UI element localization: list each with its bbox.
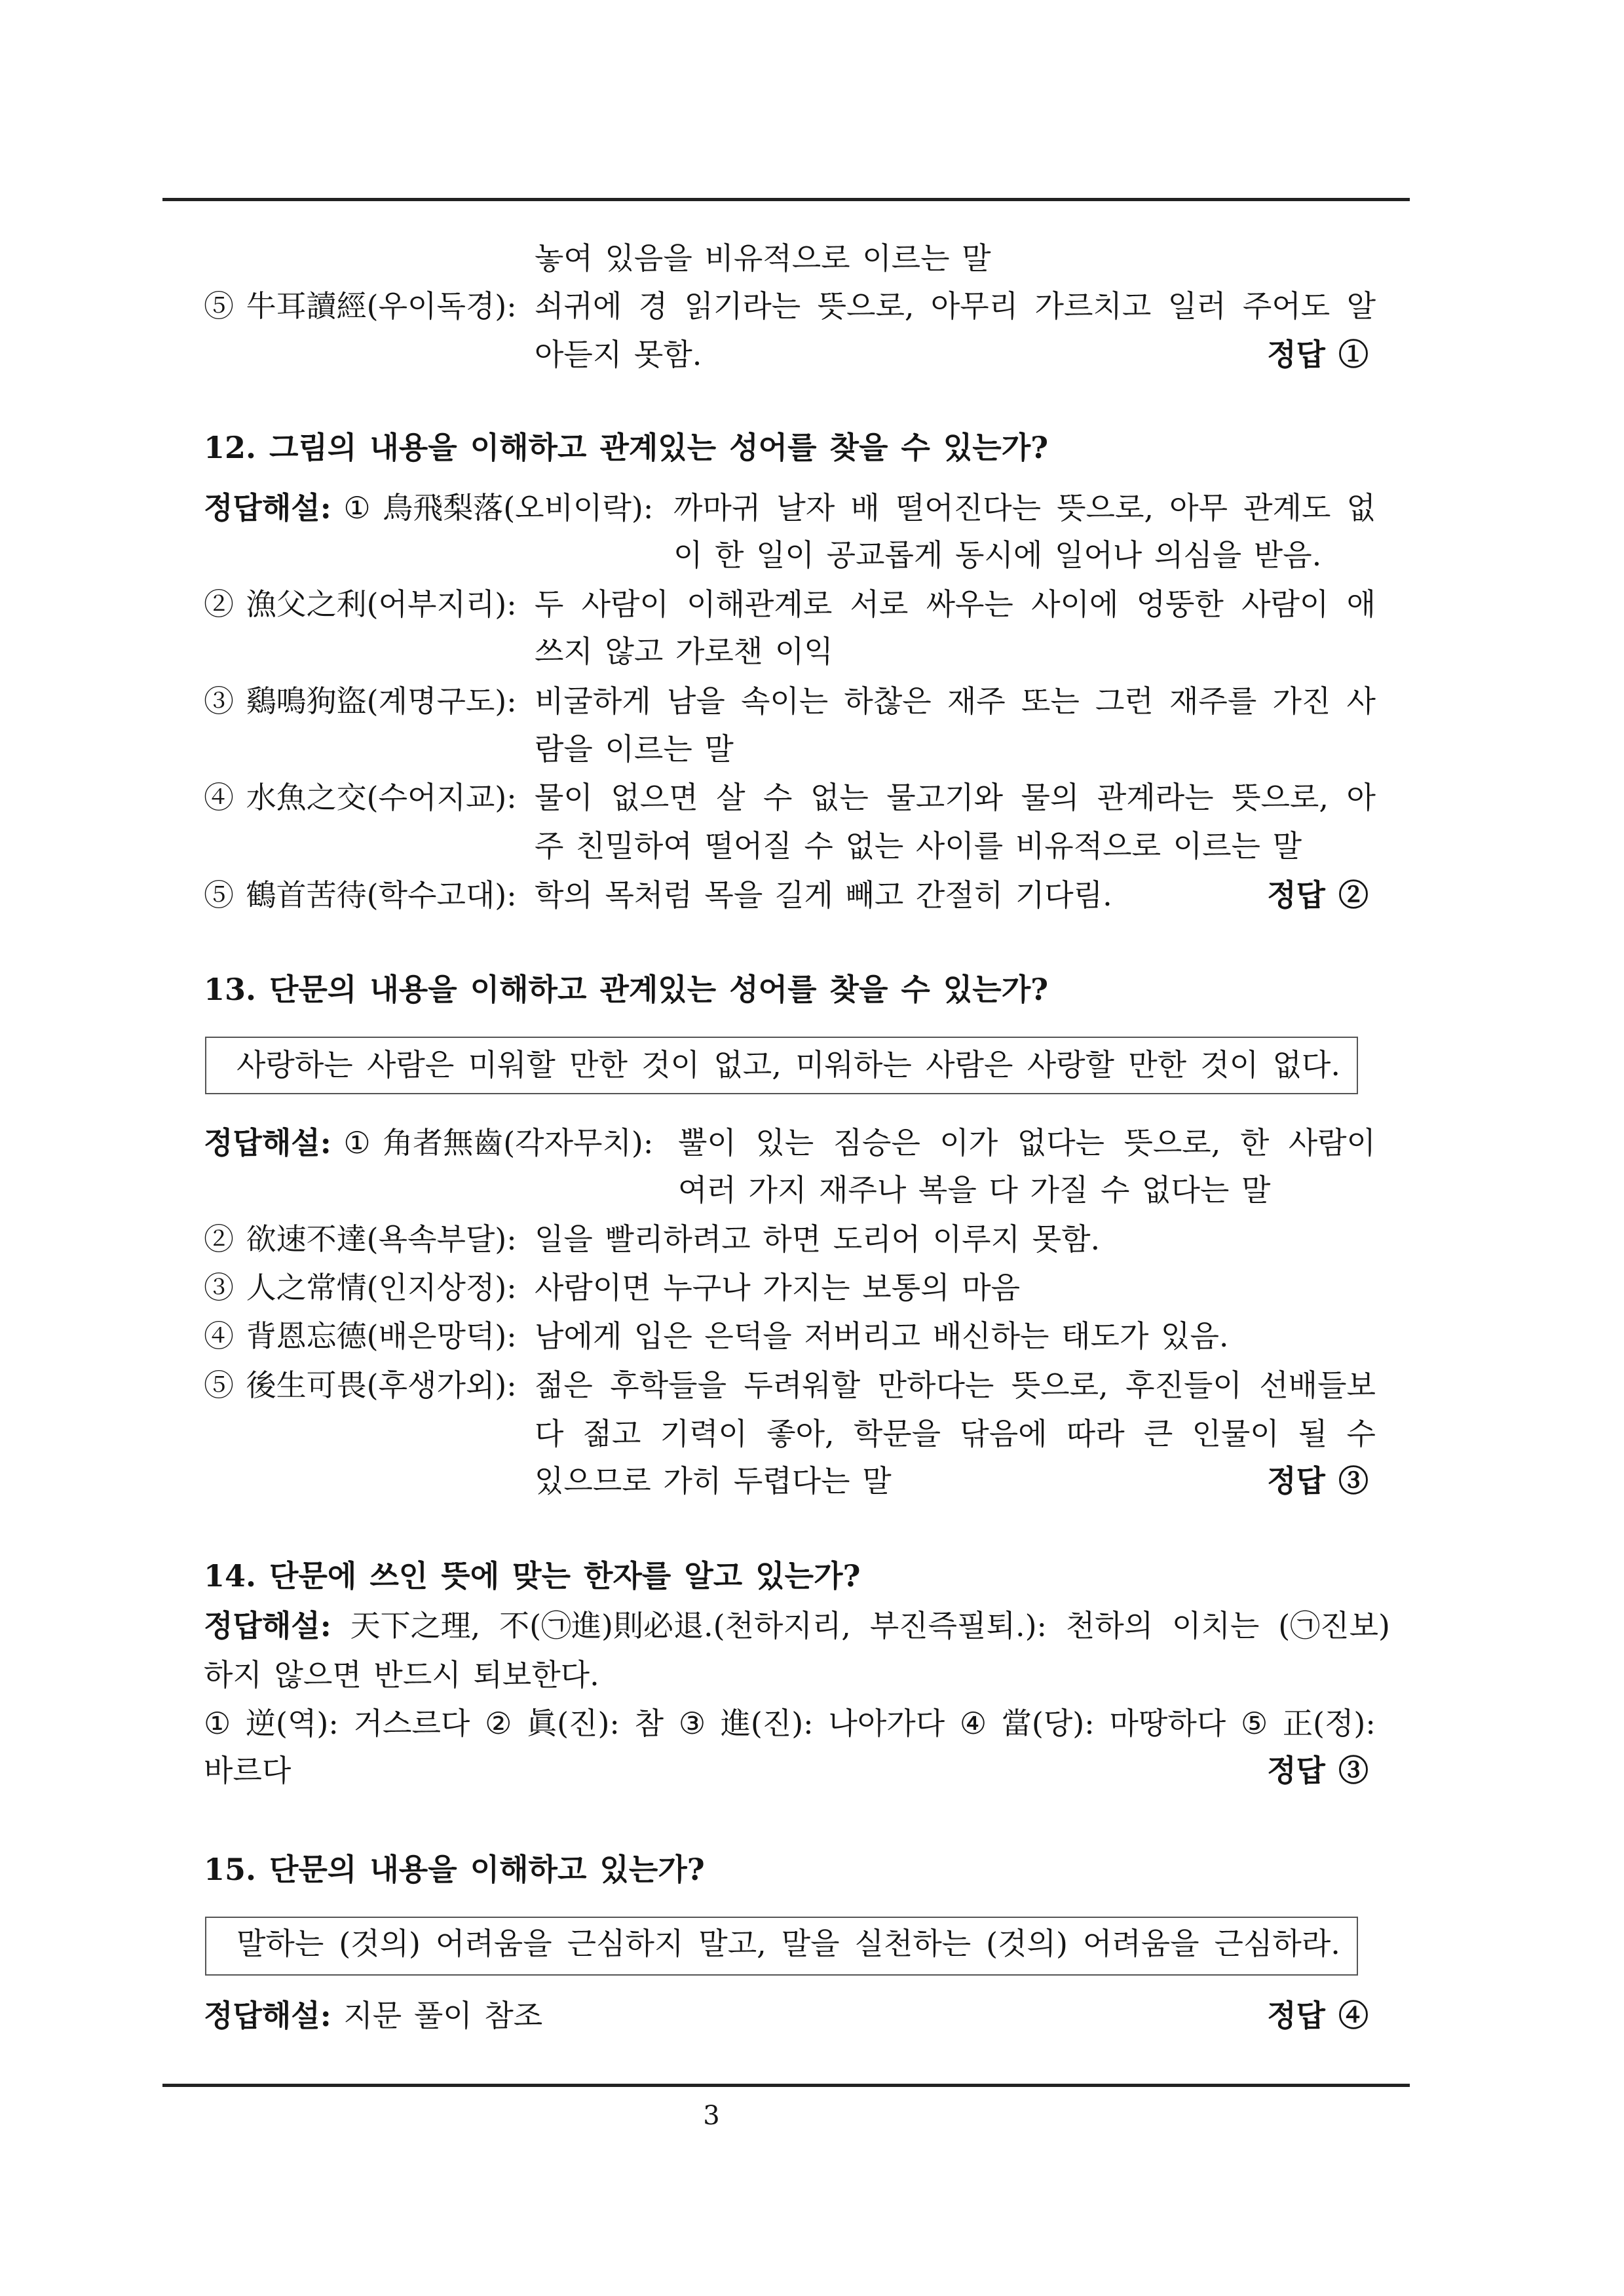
word: 큰 (1143, 1416, 1173, 1451)
word: 없다는 (1017, 1125, 1105, 1160)
q13-answer: 정답 ③ (1267, 1463, 1369, 1499)
q15-passage (236, 1924, 1340, 1963)
q11-answer: 정답 ① (1267, 337, 1369, 372)
q13-item5-line: 있으므로 가히 두렵다는 말 (535, 1463, 892, 1499)
q14-heading: 14. 단문에 쓰인 뜻에 맞는 한자를 알고 있는가? (204, 1558, 861, 1594)
q13-explanation-lead (204, 1123, 653, 1162)
word: 아무 (1169, 490, 1228, 526)
q12-item1-line: 이 한 일이 공교롭게 동시에 일어나 의심을 받음. (673, 537, 1322, 573)
word: 살 (716, 780, 746, 815)
word: 아무리 (930, 288, 1019, 324)
word: 읽기라는 (684, 288, 801, 324)
word: 애 (1346, 586, 1376, 622)
word: 젊고 (582, 1416, 641, 1451)
footer-rule (162, 2084, 1410, 2087)
word: 비굴하게 (535, 683, 651, 719)
word: 말을 (781, 1926, 840, 1961)
word: 닦음에 (960, 1416, 1048, 1451)
word: 속이는 (740, 683, 829, 719)
word: 사람은 (367, 1047, 455, 1082)
word: ② (485, 1706, 512, 1741)
q12-item3-line: 람을 이르는 말 (535, 731, 734, 767)
word: 마땅하다 (1109, 1706, 1226, 1741)
word: (것의) (339, 1926, 421, 1961)
q13-passage (236, 1045, 1340, 1084)
word: 만하다는 (877, 1368, 994, 1403)
q14-explanation-line (204, 1606, 1390, 1645)
q12-item5-line: 학의 목처럼 목을 길게 빼고 간절히 기다림. (535, 877, 1112, 913)
word: 재주 (947, 683, 1006, 719)
word: 수 (1346, 1416, 1376, 1451)
q12-explanation-lead (204, 488, 653, 527)
q12-item4-label: ④ 水魚之交(수어지교): (204, 780, 517, 815)
word: 當(당): (1001, 1706, 1095, 1741)
explanation-label: 정답해설: (204, 1608, 331, 1643)
word: 될 (1298, 1416, 1328, 1451)
word: 배 (850, 490, 880, 526)
word: 뜻으로, (1057, 490, 1154, 526)
word: 또는 (1021, 683, 1080, 719)
word: 뜻으로, (817, 288, 915, 324)
word: 주어도 (1242, 288, 1331, 324)
word: 기력이 (660, 1416, 747, 1451)
word: (㉠진보) (1278, 1608, 1390, 1643)
word: 물이 (535, 780, 593, 815)
q14-options-line: 바르다 (204, 1753, 292, 1788)
q13-passage-box (205, 1037, 1358, 1094)
word: 뜻으로, (1232, 780, 1329, 815)
word: 한 (1239, 1125, 1270, 1160)
word: 가르치고 (1034, 288, 1152, 324)
word: 사 (1346, 683, 1376, 719)
word: 따라 (1066, 1416, 1125, 1451)
q15-heading: 15. 단문의 내용을 이해하고 있는가? (204, 1852, 705, 1887)
word: 어려움을 (1082, 1926, 1199, 1961)
word: 재주를 (1169, 683, 1257, 719)
word: ④ (959, 1706, 987, 1741)
q11-item4-continuation: 놓여 있음을 비유적으로 이르는 말 (535, 240, 991, 276)
word: 실천하는 (854, 1926, 972, 1961)
q12-item2-line: 쓰지 않고 가로챈 이익 (535, 634, 833, 669)
word: 후진들이 (1125, 1368, 1242, 1403)
word: 없고, (713, 1047, 782, 1082)
word: 이가 (939, 1125, 998, 1160)
q12-item3-line (535, 681, 1376, 721)
word: 남을 (666, 683, 725, 719)
word: 엉뚱한 (1136, 586, 1224, 622)
word: 서로 (850, 586, 909, 622)
word: 아 (1346, 780, 1376, 815)
word: 말고, (698, 1926, 766, 1961)
q13-item3-line: 사람이면 누구나 가지는 보통의 마음 (535, 1270, 1021, 1305)
q12-answer: 정답 ② (1267, 877, 1369, 913)
word: 있는 (755, 1125, 814, 1160)
word: 사람은 (926, 1047, 1013, 1082)
word: ③ (678, 1706, 706, 1741)
q13-item1-line (678, 1123, 1376, 1162)
q11-item5-line: 아듣지 못함. (535, 337, 702, 372)
word: 수 (763, 780, 793, 815)
q13-item5-line (535, 1414, 1376, 1453)
q13-item3-label: ③ 人之常情(인지상정): (204, 1270, 517, 1305)
q12-item4-line: 주 친밀하여 떨어질 수 없는 사이를 비유적으로 이르는 말 (535, 828, 1302, 864)
word: 쇠귀에 (535, 288, 622, 324)
word: 부진즉필퇴.): (869, 1608, 1048, 1643)
word: 만한 (569, 1047, 628, 1082)
word: 까마귀 (673, 490, 761, 526)
word: 학문을 (853, 1416, 941, 1451)
q15-answer: 정답 ④ (1267, 1998, 1369, 2033)
word: 좋아, (766, 1416, 835, 1451)
word: 하찮은 (844, 683, 932, 719)
word: 뜻으로, (1011, 1368, 1108, 1403)
explanation-label: 정답해설: (204, 1125, 331, 1160)
word: 경 (638, 288, 668, 324)
word: 선배들보 (1259, 1368, 1376, 1403)
word: 眞(진): (527, 1706, 620, 1741)
word: 이해관계로 (687, 586, 833, 622)
q12-heading: 12. 그림의 내용을 이해하고 관계있는 성어를 찾을 수 있는가? (204, 430, 1049, 465)
q13-item2-label: ② 欲速不達(욕속부달): (204, 1221, 517, 1257)
word: 싸우는 (926, 586, 1013, 622)
q13-item5-line (535, 1366, 1376, 1405)
q12-item1-line (673, 488, 1376, 527)
word: 말하는 (236, 1926, 324, 1961)
word: 관계도 (1243, 490, 1331, 526)
q15-explanation-text: 지문 풀이 참조 (343, 1998, 543, 2033)
q13-item1-line: 여러 가지 재주나 복을 다 가질 수 없다는 말 (678, 1172, 1271, 1208)
header-rule (162, 198, 1410, 201)
word: 進(진): (720, 1706, 814, 1741)
q15-explanation (204, 1996, 542, 2035)
word: 젊은 (535, 1368, 593, 1403)
word: 다 (535, 1416, 564, 1451)
word: 사이에 (1031, 586, 1119, 622)
word: 뿔이 (678, 1125, 736, 1160)
word: 알 (1346, 288, 1376, 324)
word: 관계라는 (1097, 780, 1214, 815)
q14-explanation-line: 하지 않으면 반드시 퇴보한다. (204, 1657, 599, 1693)
word: 것이 (1200, 1047, 1259, 1082)
word: 사람이 (581, 586, 669, 622)
explanation-label: 정답해설: (204, 1998, 331, 2033)
q11-item5-line (535, 286, 1376, 326)
word: 물의 (1021, 780, 1080, 815)
word: 물고기와 (886, 780, 1004, 815)
word: 어려움을 (435, 1926, 552, 1961)
word: 없 (1346, 490, 1376, 526)
word: 후학들을 (610, 1368, 727, 1403)
word: 두 (535, 586, 564, 622)
q12-item5-label: ⑤ 鶴首苦待(학수고대): (204, 877, 517, 913)
word: 근심하지 (567, 1926, 684, 1961)
word: 두려워할 (744, 1368, 861, 1403)
q13-item4-line: 남에게 입은 은덕을 저버리고 배신하는 태도가 있음. (535, 1318, 1229, 1354)
q13-item4-label: ④ 背恩忘德(배은망덕): (204, 1318, 517, 1354)
word: 사랑하는 (236, 1047, 353, 1082)
word: 가진 (1272, 683, 1331, 719)
word: 짐승은 (833, 1125, 920, 1160)
word: 逆(역): (246, 1706, 339, 1741)
word: 없다. (1272, 1047, 1340, 1082)
word: 天下之理, (350, 1608, 481, 1643)
q12-item3-label: ③ 鷄鳴狗盜(계명구도): (204, 683, 517, 719)
word: 不(㉠進)則必退.(천하지리, (499, 1608, 851, 1643)
word: 없는 (810, 780, 869, 815)
word: 거스르다 (353, 1706, 470, 1741)
q14-answer: 정답 ③ (1267, 1753, 1369, 1788)
word: (것의) (986, 1926, 1068, 1961)
word: 사람이 (1288, 1125, 1376, 1160)
word: 뜻으로, (1124, 1125, 1221, 1160)
word: 참 (634, 1706, 664, 1741)
word: 만한 (1128, 1047, 1187, 1082)
q12-item1-label: ① 鳥飛梨落(오비이락): (343, 490, 654, 526)
word: 것이 (641, 1047, 700, 1082)
q13-item2-line: 일을 빨리하려고 하면 도리어 이루지 못함. (535, 1221, 1101, 1257)
q13-heading: 13. 단문의 내용을 이해하고 관계있는 성어를 찾을 수 있는가? (204, 972, 1049, 1007)
explanation-label: 정답해설: (204, 490, 331, 526)
q13-item1-label: ① 角者無齒(각자무치): (343, 1125, 654, 1160)
word: ① (204, 1706, 231, 1741)
page-number: 3 (703, 2101, 720, 2131)
word: 사람이 (1241, 586, 1329, 622)
word: 근심하라. (1214, 1926, 1340, 1961)
word: 이치는 (1172, 1608, 1260, 1643)
q12-item2-label: ② 漁父之利(어부지리): (204, 586, 517, 622)
q15-passage-box (205, 1917, 1358, 1976)
word: 없으면 (611, 780, 698, 815)
word: 사랑할 (1027, 1047, 1114, 1082)
word: 미워할 (468, 1047, 556, 1082)
word: 미워하는 (795, 1047, 912, 1082)
word: 나아가다 (828, 1706, 945, 1741)
word: 일러 (1167, 288, 1226, 324)
word: 正(정): (1283, 1706, 1376, 1741)
word: 천하의 (1065, 1608, 1154, 1643)
word: ⑤ (1241, 1706, 1268, 1741)
q13-item5-label: ⑤ 後生可畏(후생가외): (204, 1368, 517, 1403)
word: 날자 (776, 490, 835, 526)
q12-item2-line (535, 584, 1376, 624)
word: 그런 (1095, 683, 1154, 719)
q14-options-line (204, 1704, 1376, 1743)
word: 인물이 (1192, 1416, 1279, 1451)
q11-item5-label: ⑤ 牛耳讀經(우이독경): (204, 288, 517, 324)
word: 떨어진다는 (895, 490, 1042, 526)
q12-item4-line (535, 778, 1376, 817)
